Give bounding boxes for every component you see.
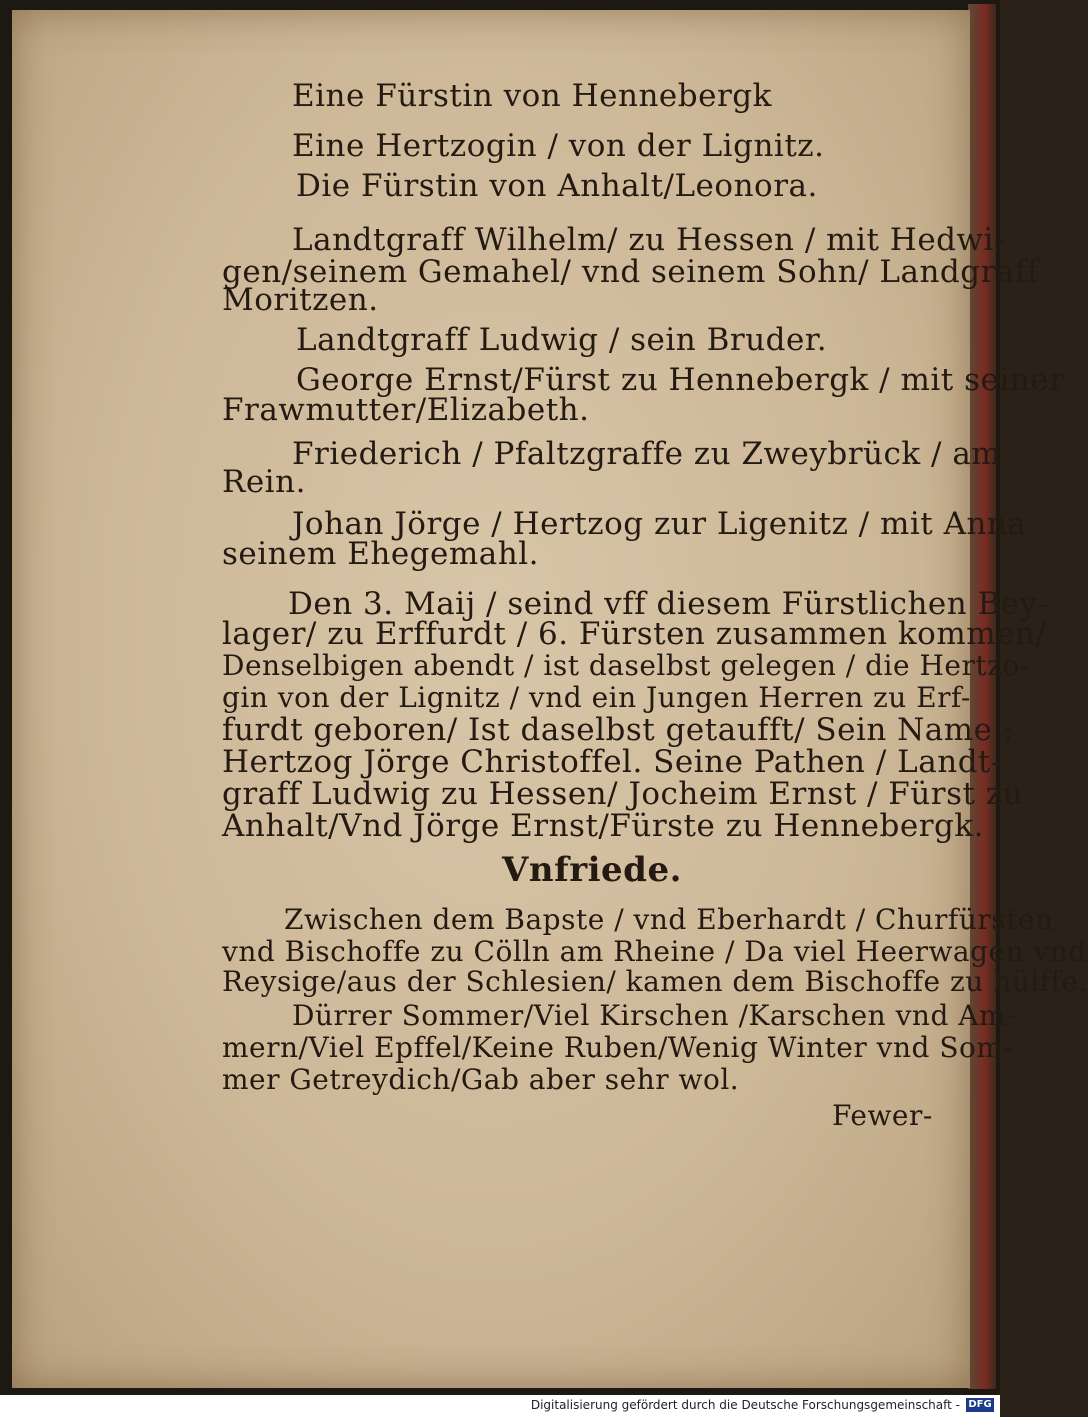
text-line: Johan Jörge / Hertzog zur Ligenitz / mit Anna <box>292 506 1027 542</box>
text-line: Die Fürstin von Anhalt/Leonora. <box>296 168 818 204</box>
text-line: lager/ zu Erffurdt / 6. Fürsten zusammen kommen/ <box>222 616 1047 652</box>
text-line: gen/seinem Gemahel/ vnd seinem Sohn/ Landgraff <box>222 254 1039 290</box>
text-line: Moritzen. <box>222 282 379 318</box>
text-line: Frawmutter/Elizabeth. <box>222 392 590 428</box>
text-line: Hertzog Jörge Christoffel. Seine Pathen / Landt- <box>222 744 1002 780</box>
text-line: Reysige/aus der Schlesien/ kamen dem Bischoffe zu hülffe. <box>222 965 1088 998</box>
text-line: mern/Viel Epffel/Keine Ruben/Wenig Winter vnd Som- <box>222 1031 1014 1064</box>
section-heading: Vnfriede. <box>502 850 682 890</box>
text-line: Zwischen dem Bapste / vnd Eberhardt / Churfürsten <box>284 903 1054 936</box>
text-line: Eine Hertzogin / von der Lignitz. <box>292 128 825 164</box>
text-line: Friederich / Pfaltzgraffe zu Zweybrück / am <box>292 436 1002 472</box>
text-line: mer Getreydich/Gab aber sehr wol. <box>222 1063 740 1096</box>
catchword: Fewer- <box>832 1099 933 1132</box>
text-line: Rein. <box>222 464 306 500</box>
text-line: Denselbigen abendt / ist daselbst gelegen / die Hertzo- <box>222 649 1030 682</box>
text-line: Landtgraff Wilhelm/ zu Hessen / mit Hedwi- <box>292 222 1005 258</box>
page-edge <box>968 4 996 1389</box>
text-line: Anhalt/Vnd Jörge Ernst/Fürste zu Hennebergk. <box>222 808 985 844</box>
dfg-logo: DFG <box>966 1398 994 1412</box>
text-line: vnd Bischoffe zu Cölln am Rheine / Da viel Heerwagen vnd <box>222 935 1087 968</box>
text-line: Eine Fürstin von Hennebergk <box>292 78 772 114</box>
text-line: gin von der Lignitz / vnd ein Jungen Herren zu Erf- <box>222 681 971 714</box>
text-line: furdt geboren/ Ist daselbst getaufft/ Sein Name : <box>222 712 1014 748</box>
text-line: seinem Ehegemahl. <box>222 536 539 572</box>
text-line: graff Ludwig zu Hessen/ Jocheim Ernst / Fürst zu <box>222 776 1024 812</box>
text-line: Landtgraff Ludwig / sein Bruder. <box>296 322 828 358</box>
text-line: Den 3. Maij / seind vff diesem Fürstlichen Bey- <box>288 586 1049 622</box>
footer-credit: Digitalisierung gefördert durch die Deutsche Forschungsgemeinschaft - <box>530 1398 960 1412</box>
text-line: Dürrer Sommer/Viel Kirschen /Karschen vnd Am- <box>292 999 1017 1032</box>
text-line: George Ernst/Fürst zu Hennebergk / mit seiner <box>296 362 1065 398</box>
